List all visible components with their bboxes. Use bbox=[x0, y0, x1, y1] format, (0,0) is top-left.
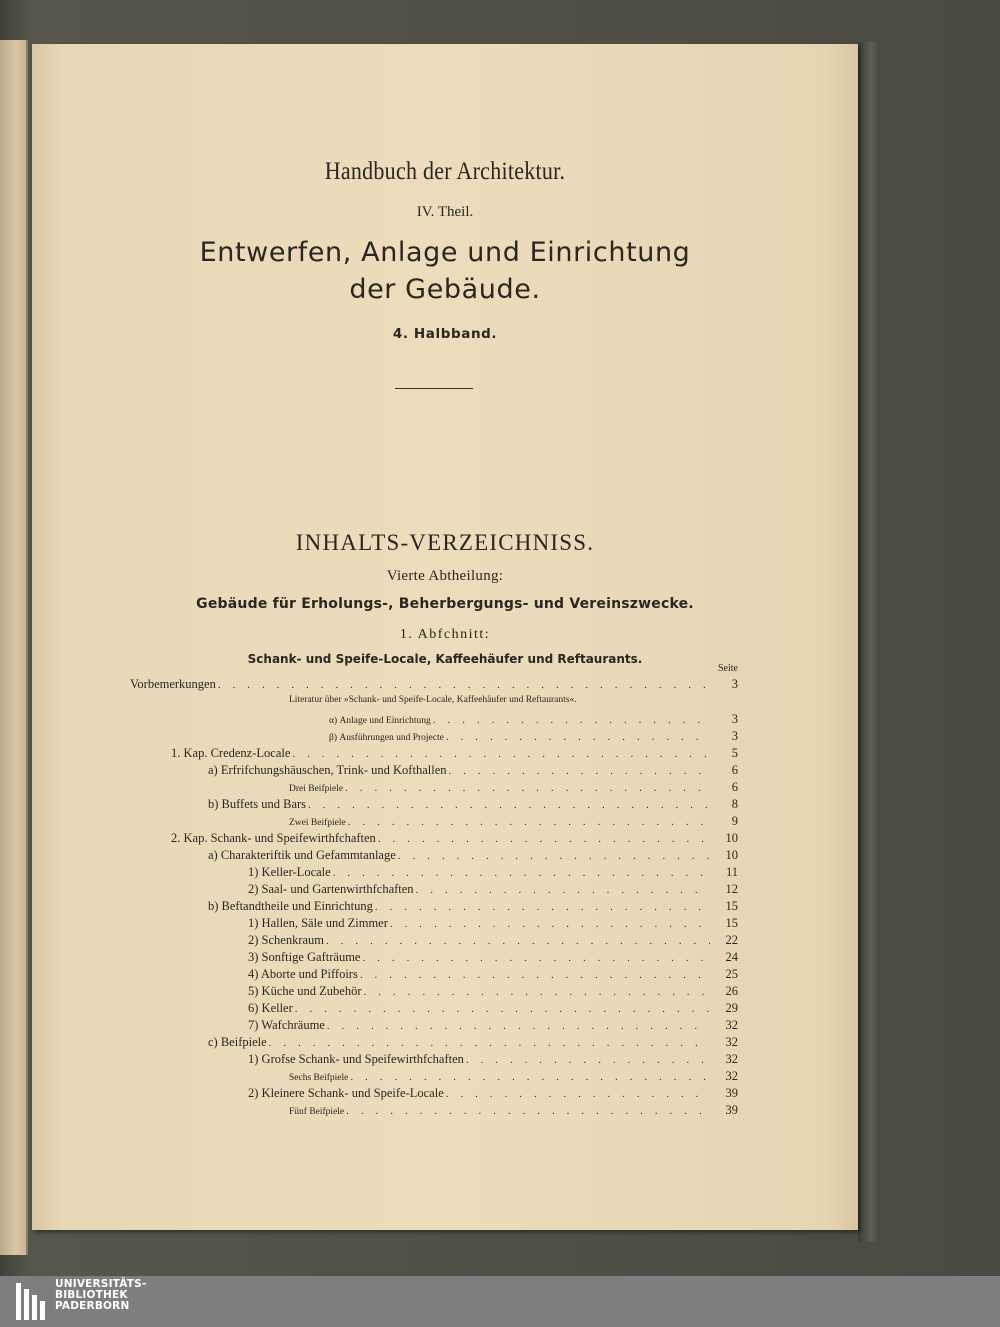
toc-entry-text: 1. Kap. Credenz-Locale bbox=[171, 746, 291, 760]
toc-entry-text: 4) Aborte und Piffoirs bbox=[248, 967, 358, 981]
toc-entry-page: 9 bbox=[731, 814, 738, 828]
toc-entry-page: 5 bbox=[731, 746, 738, 760]
toc-entry-text: 2. Kap. Schank- und Speifewirthfchaften bbox=[171, 831, 376, 845]
toc-leader bbox=[345, 782, 710, 794]
toc-entry-page: 6 bbox=[731, 780, 738, 794]
toc-leader bbox=[327, 1020, 710, 1032]
toc-entry bbox=[208, 848, 738, 865]
toc-entry-page: 39 bbox=[725, 1086, 738, 1100]
toc-entry-text: Fünf Beifpiele bbox=[289, 1107, 345, 1117]
book-page bbox=[32, 44, 858, 1230]
toc-entry-text: 1) Hallen, Säle und Zimmer bbox=[248, 916, 388, 930]
toc-leader bbox=[360, 969, 710, 981]
toc-leader bbox=[295, 1003, 710, 1015]
division-title: Gebäude für Erholungs-, Beherbergungs- und Vereinszwecke. bbox=[196, 596, 694, 612]
toc-entry-page: 39 bbox=[725, 1103, 738, 1117]
toc-leader bbox=[398, 850, 710, 862]
toc-entry-text: 2) Saal- und Gartenwirthfchaften bbox=[248, 882, 414, 896]
toc-entry bbox=[248, 1052, 738, 1069]
left-page-edge bbox=[0, 40, 28, 1255]
toc-leader bbox=[362, 952, 710, 964]
toc-entry-page: 3 bbox=[731, 712, 738, 726]
toc-leader bbox=[348, 816, 710, 828]
toc-entry bbox=[248, 865, 738, 882]
toc-leader bbox=[364, 986, 710, 998]
toc-entry bbox=[248, 967, 738, 984]
toc-entry-text: 5) Küche und Zubehör bbox=[248, 984, 362, 998]
toc-entry-page: 29 bbox=[725, 1001, 738, 1015]
contents-heading: INHALTS-VERZEICHNISS. bbox=[295, 530, 595, 555]
toc-leader bbox=[308, 799, 710, 811]
toc-entry-page: 32 bbox=[725, 1035, 738, 1049]
toc-entry-page: 22 bbox=[725, 933, 738, 947]
toc-entry-text: Vorbemerkungen bbox=[130, 677, 216, 691]
toc-leader bbox=[350, 1071, 710, 1083]
toc-entry-text: Literatur über »Schank- und Speife-Locale, Kaffeehäufer und Reftaurants«. bbox=[289, 695, 577, 705]
toc-leader bbox=[446, 731, 710, 743]
toc-entry-text: 7) Wafchräume bbox=[248, 1018, 325, 1032]
toc-leader bbox=[346, 1105, 710, 1117]
toc-entry-page: 3 bbox=[731, 729, 738, 743]
toc-leader bbox=[378, 833, 710, 845]
toc-entry-text: 2) Schenkraum bbox=[248, 933, 325, 947]
toc-entry bbox=[208, 797, 738, 814]
toc-leader bbox=[416, 884, 710, 896]
toc-entry-text: b) Beftandtheile und Einrichtung bbox=[208, 899, 373, 913]
toc-entry-text: Zwei Beifpiele bbox=[289, 818, 346, 828]
toc-entry-page: 8 bbox=[731, 797, 738, 811]
toc-entry bbox=[248, 950, 738, 967]
logo-line-1: UNIVERSITÄTS- bbox=[55, 1278, 147, 1290]
main-title-line-2: der Gebäude. bbox=[349, 274, 541, 305]
toc-entry-page: 10 bbox=[725, 848, 738, 862]
toc-entry-page: 26 bbox=[725, 984, 738, 998]
toc-entry bbox=[248, 933, 738, 950]
section-title: Schank- und Speife-Locale, Kaffeehäufer und Reftaurants. bbox=[247, 652, 643, 666]
toc-entry-text: β) Ausführungen und Projecte bbox=[329, 733, 444, 743]
toc-entry bbox=[289, 1069, 738, 1086]
toc-entry bbox=[248, 916, 738, 933]
toc-leader bbox=[269, 1037, 710, 1049]
toc-entry-text: 2) Kleinere Schank- und Speife-Locale bbox=[248, 1086, 444, 1100]
toc-entry bbox=[289, 1103, 738, 1120]
toc-entry bbox=[248, 1001, 738, 1018]
toc-entry bbox=[248, 984, 738, 1001]
toc-entry-page: 32 bbox=[725, 1052, 738, 1066]
toc-entry bbox=[130, 677, 738, 694]
toc-leader bbox=[466, 1054, 710, 1066]
section-label: 1. Abfchnitt: bbox=[399, 627, 491, 642]
toc-entry-text: a) Erfrifchungshäuschen, Trink- und Kofthallen bbox=[208, 763, 447, 777]
toc-entry bbox=[329, 729, 738, 746]
toc-entry bbox=[248, 1018, 738, 1035]
footer-bar bbox=[0, 1276, 1000, 1327]
toc-entry-page: 24 bbox=[725, 950, 738, 964]
toc-entry-text: Sechs Beifpiele bbox=[289, 1073, 349, 1083]
toc-entry-page: 12 bbox=[725, 882, 738, 896]
toc-entry-text: 3) Sonftige Gafträume bbox=[248, 950, 361, 964]
half-volume-label: 4. Halbband. bbox=[392, 326, 498, 342]
library-logo-text bbox=[55, 1279, 146, 1312]
toc-entry bbox=[208, 763, 738, 780]
toc-entry-page: 15 bbox=[725, 916, 738, 930]
toc-entry-text: b) Buffets und Bars bbox=[208, 797, 307, 811]
book-spine bbox=[858, 42, 880, 1242]
divider-rule bbox=[395, 388, 473, 389]
toc-leader bbox=[390, 918, 710, 930]
toc-leader bbox=[218, 679, 710, 691]
toc-entry-text: a) Charakteriftik und Gefammtanlage bbox=[208, 848, 396, 862]
page-column-label: Seite bbox=[718, 663, 738, 674]
toc-leader bbox=[333, 867, 710, 879]
toc-leader bbox=[375, 901, 710, 913]
toc-leader bbox=[446, 1088, 710, 1100]
toc-entry-page: 32 bbox=[725, 1018, 738, 1032]
logo-line-3: PADERBORN bbox=[55, 1300, 130, 1312]
toc-entry bbox=[248, 882, 738, 899]
toc-entry-text: 1) Grofse Schank- und Speifewirthfchaften bbox=[248, 1052, 464, 1066]
toc-entry bbox=[171, 831, 738, 848]
logo-line-2: BIBLIOTHEK bbox=[55, 1289, 128, 1301]
toc-entry bbox=[208, 1035, 738, 1052]
toc-entry bbox=[289, 695, 738, 712]
toc-entry-page: 32 bbox=[725, 1069, 738, 1083]
toc-entry-page: 10 bbox=[725, 831, 738, 845]
toc-leader bbox=[449, 765, 711, 777]
toc-entry-text: 6) Keller bbox=[248, 1001, 293, 1015]
toc-entry-page: 3 bbox=[731, 677, 738, 691]
toc-entry-page: 15 bbox=[725, 899, 738, 913]
toc-entry-page: 11 bbox=[725, 865, 738, 879]
part-label: IV. Theil. bbox=[416, 204, 474, 220]
toc-entry bbox=[248, 1086, 738, 1103]
series-title: Handbuch der Architektur. bbox=[324, 158, 566, 185]
toc-entry bbox=[171, 746, 738, 763]
main-title-line-1: Entwerfen, Anlage und Einrichtung bbox=[199, 237, 691, 268]
library-logo-icon bbox=[14, 1281, 50, 1322]
toc-entry bbox=[289, 780, 738, 797]
toc-entry bbox=[289, 814, 738, 831]
toc-entry-text: Drei Beifpiele bbox=[289, 784, 344, 794]
toc-entry-text: α) Anlage und Einrichtung bbox=[329, 716, 431, 726]
toc-entry-page: 6 bbox=[731, 763, 738, 777]
toc-leader bbox=[326, 935, 710, 947]
toc-entry-page: 25 bbox=[725, 967, 738, 981]
toc-entry bbox=[329, 712, 738, 729]
division-label: Vierte Abtheilung: bbox=[386, 568, 504, 584]
toc-entry bbox=[208, 899, 738, 916]
toc-entry-text: c) Beifpiele bbox=[208, 1035, 267, 1049]
toc-leader bbox=[292, 748, 710, 760]
toc-leader bbox=[433, 714, 710, 726]
toc-entry-text: 1) Keller-Locale bbox=[248, 865, 331, 879]
